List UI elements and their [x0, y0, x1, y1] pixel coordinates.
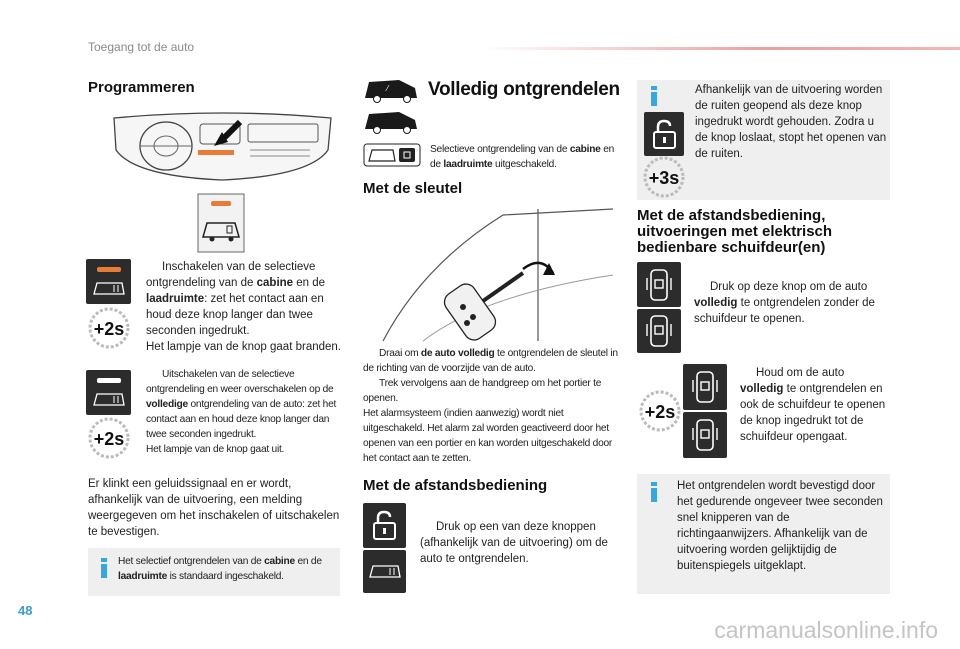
svg-text:⁄: ⁄: [387, 84, 389, 93]
info-box-default: [88, 548, 340, 596]
van-top-unlock-icon: [691, 370, 719, 404]
schuifdeur-bullet2: Houd om de auto volledig te ontgrendelen en ook de schuifdeur te openen de knop ingedrukt tot de schuifdeur opengaat.: [740, 367, 886, 443]
hold-unlock-tile-2: [683, 412, 727, 458]
page-number: 48: [18, 603, 33, 618]
header-rule: [480, 47, 960, 50]
heading-met-de-sleutel: Met de sleutel: [363, 180, 463, 197]
info-text: Het selectief ontgrendelen van de cabine en de laadruimte is standaard ingeschakeld.: [118, 556, 322, 582]
van-double-door-icon: [363, 110, 419, 134]
alarm-paragraph: Het alarmsysteem (indien aanwezig) wordt niet uitgeschakeld. Het alarm zal worden geactiveerd door het openen van een portier en kan worden uitgeschakeld door het contact aan te zetten.: [363, 408, 613, 464]
schuifdeur-bullet1: Druk op deze knop om de auto volledig te ontgrendelen zonder de schuifdeur te openen.: [694, 281, 875, 325]
info-icon: [650, 482, 658, 500]
timer-3s-icon: [641, 154, 687, 200]
unlock-no-slide-tile: [637, 262, 681, 307]
hold-unlock-tile-1: [683, 364, 727, 410]
van-lock-icon: [368, 562, 402, 580]
unlock-icon: [371, 510, 398, 541]
heading-volledig-ontgrendelen: Volledig ontgrendelen: [428, 79, 620, 100]
info-icon: [650, 86, 658, 104]
heading-programmeren: Programmeren: [88, 79, 195, 96]
confirmation-info-text: Het ontgrendelen wordt bevestigd door het gedurende ongeveer twee seconden snel knipperen van de richtingaanwijzers. Afhankelijk van de uitvoering worden gelijktijdig de buitenspiegels uitgeklapt.: [677, 480, 883, 572]
timer-2s-icon: [86, 305, 132, 351]
remote-unlock-tile: [363, 503, 406, 548]
svg-text:+2s: +2s: [644, 402, 676, 422]
running-header: Toegang tot de auto: [88, 40, 195, 54]
remote-van-tile: [363, 550, 406, 593]
van-lock-icon: [92, 390, 126, 408]
step1-text: Inschakelen van de selectieve ontgrendeling van de cabine en de laadruimte: zet het contact aan en houd deze knop langer dan twee seconden ingedrukt. Het lampje van de knop gaat branden.: [146, 261, 341, 353]
selective-disabled-text: Selectieve ontgrendeling van de cabine en de laadruimte uitgeschakeld.: [430, 144, 615, 170]
info-box-windows: [637, 80, 890, 200]
indicator-lamp-on: [97, 267, 121, 272]
heading-schuifdeur: Met de afstandsbediening, uitvoeringen met elektrisch bedienbare schuifdeur(en): [637, 207, 833, 256]
van-single-door-icon: [363, 78, 419, 104]
van-lock-icon: [92, 279, 126, 297]
windows-info-text: Afhankelijk van de uitvoering worden de ruiten geopend als deze knop ingedrukt wordt gehouden. Zodra u de knop loslaat, stopt het openen van de ruiten.: [695, 84, 887, 160]
svg-text:+3s: +3s: [648, 168, 680, 188]
selective-button-off-tile: [86, 370, 131, 415]
van-top-unlock-icon: [691, 418, 719, 452]
watermark: carmanualsonline.info: [714, 617, 938, 643]
info-icon: [100, 558, 108, 576]
button-closeup-illustration: [197, 193, 245, 253]
indicator-lamp-off: [97, 378, 121, 383]
unlock-button-tile: [644, 112, 684, 156]
van-top-unlock-icon: [645, 268, 673, 302]
unlock-slide-tile: [637, 309, 681, 353]
svg-text:+2s: +2s: [93, 429, 125, 449]
unlock-icon: [651, 119, 678, 150]
sleutel-bullets: Draai om de auto volledig te ontgrendelen de sleutel in de richting van de voorzijde van de auto. Trek vervolgens aan de handgreep om het portier te openen. Het alarmsysteem (indien aanwezig) wordt niet uitgeschakeld. Het alarm zal worden geactiveerd door het openen van een portier en kan worden uitgeschakeld door het contact aan te zetten.: [363, 346, 621, 466]
svg-text:+2s: +2s: [93, 319, 125, 339]
timer-2s-icon: [637, 388, 683, 434]
remote-unlock-text: Druk op een van deze knoppen (afhankelijk van de uitvoering) om de auto te ontgrendelen.: [420, 521, 608, 565]
confirmation-paragraph: Er klinkt een geluidssignaal en er wordt, afhankelijk van de uitvoering, een melding weergegeven om het inschakelen of uitschakelen te bevestigen.: [88, 478, 340, 538]
van-top-unlock-icon: [645, 314, 673, 348]
timer-2s-icon: [86, 415, 132, 461]
key-in-door-illustration: [363, 205, 618, 343]
step2-text: Uitschakelen van de selectieve ontgrendeling en weer overschakelen op de volledige ontgrendeling van de auto: zet het contact aan en houd deze knop langer dan twee seconden ingedrukt. Het lampje van de knop gaat uit.: [146, 369, 337, 455]
selective-off-icon: [363, 143, 421, 167]
heading-met-de-afstandsbediening: Met de afstandsbediening: [363, 477, 548, 494]
dashboard-illustration: [110, 110, 335, 182]
selective-button-on-tile: [86, 259, 131, 304]
info-box-confirmation: [637, 474, 890, 594]
